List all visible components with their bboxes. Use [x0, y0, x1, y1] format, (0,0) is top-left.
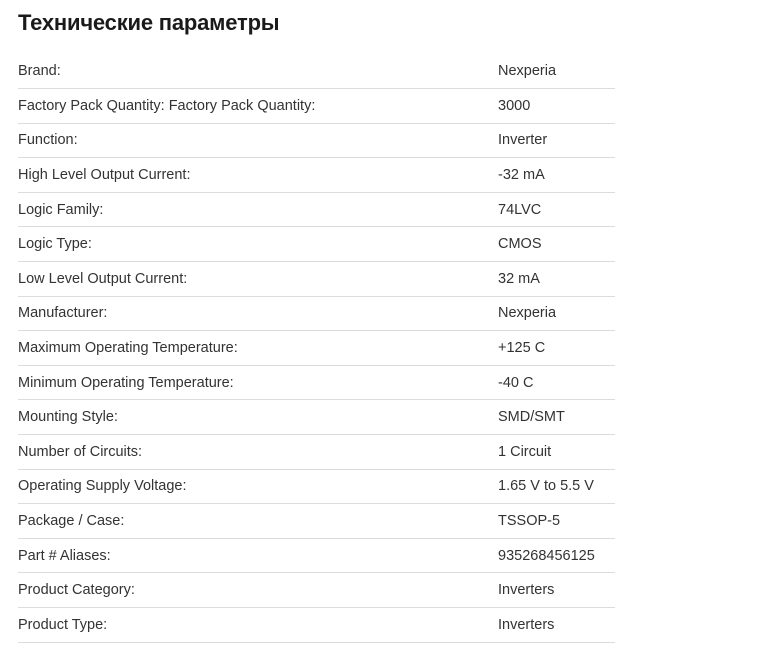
spec-value: 1.65 V to 5.5 V — [498, 469, 615, 504]
page-title: Технические параметры — [18, 10, 280, 35]
table-row — [18, 227, 615, 262]
table-row — [18, 89, 615, 124]
spec-name: Number of Circuits: — [18, 435, 498, 470]
spec-value: 32 mA — [498, 262, 615, 297]
spec-name: Product Category: — [18, 573, 498, 608]
table-row — [18, 296, 615, 331]
specifications-table-body — [18, 54, 615, 642]
spec-value: Inverters — [498, 573, 615, 608]
spec-value: -32 mA — [498, 158, 615, 193]
spec-value: Nexperia — [498, 296, 615, 331]
spec-value: Nexperia — [498, 54, 615, 89]
spec-name: Minimum Operating Temperature: — [18, 365, 498, 400]
spec-name: Brand: — [18, 54, 498, 89]
spec-value: -40 C — [498, 365, 615, 400]
spec-name: Low Level Output Current: — [18, 262, 498, 297]
table-row — [18, 400, 615, 435]
spec-name: High Level Output Current: — [18, 158, 498, 193]
table-row — [18, 435, 615, 470]
spec-value: Inverters — [498, 608, 615, 643]
spec-value: CMOS — [498, 227, 615, 262]
spec-value: TSSOP-5 — [498, 504, 615, 539]
table-row — [18, 469, 615, 504]
spec-name: Factory Pack Quantity: Factory Pack Quantity: — [18, 89, 498, 124]
spec-value: SMD/SMT — [498, 400, 615, 435]
table-row — [18, 192, 615, 227]
table-row — [18, 54, 615, 89]
spec-value: +125 C — [498, 331, 615, 366]
specifications-page — [0, 10, 783, 643]
table-row — [18, 365, 615, 400]
table-row — [18, 608, 615, 643]
spec-name: Logic Family: — [18, 192, 498, 227]
table-row — [18, 331, 615, 366]
table-row — [18, 538, 615, 573]
table-row — [18, 573, 615, 608]
spec-value: 1 Circuit — [498, 435, 615, 470]
spec-name: Logic Type: — [18, 227, 498, 262]
spec-name: Operating Supply Voltage: — [18, 469, 498, 504]
spec-name: Manufacturer: — [18, 296, 498, 331]
spec-name: Function: — [18, 123, 498, 158]
spec-value: Inverter — [498, 123, 615, 158]
spec-name: Mounting Style: — [18, 400, 498, 435]
spec-name: Maximum Operating Temperature: — [18, 331, 498, 366]
spec-value: 74LVC — [498, 192, 615, 227]
table-row — [18, 123, 615, 158]
table-row — [18, 262, 615, 297]
spec-value: 3000 — [498, 89, 615, 124]
spec-name: Package / Case: — [18, 504, 498, 539]
table-row — [18, 158, 615, 193]
specifications-table — [18, 54, 615, 643]
spec-name: Part # Aliases: — [18, 538, 498, 573]
spec-value: 935268456125 — [498, 538, 615, 573]
table-row — [18, 504, 615, 539]
spec-name: Product Type: — [18, 608, 498, 643]
